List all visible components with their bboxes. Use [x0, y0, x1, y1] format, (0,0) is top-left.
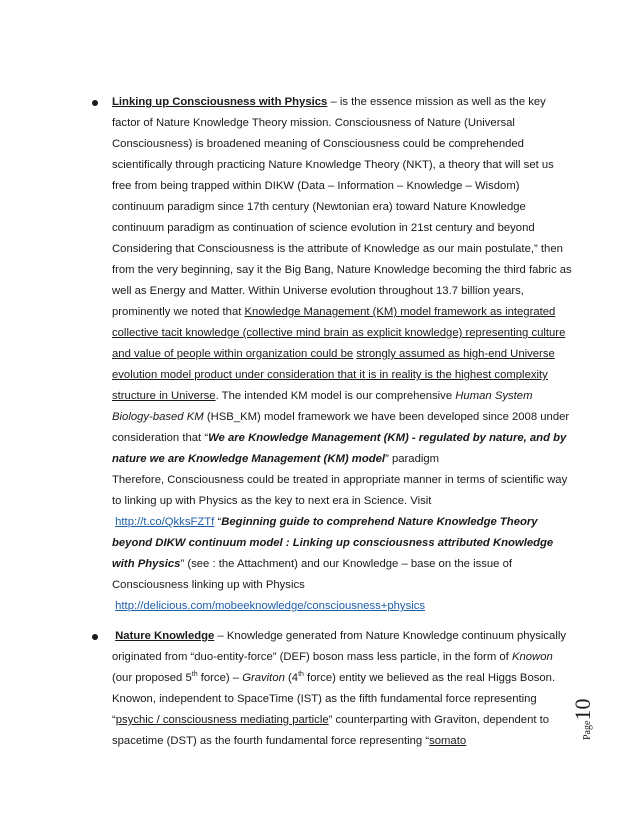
heading-linking-consciousness: Linking up Consciousness with Physics: [112, 96, 328, 108]
paragraph-therefore: Therefore, Consciousness could be treated in appropriate manner in terms of scientific way to linking up with Physics as the key to next era in Science. Visit: [112, 474, 568, 507]
guide-title: Beginning guide to comprehend Nature Knowledge Theory beyond DIKW continuum model : Linking up consciousness attributed Knowledge with Physics: [112, 516, 554, 570]
section-nature-knowledge: Nature Knowledge – Knowledge generated from Nature Knowledge continuum physically originated from “duo-entity-force” (DEF) boson mass less particle, in the form of Knowon (our proposed 5th force) – Graviton (4th force) entity we believed as the real Higgs Boson. Knowon, independent to SpaceTime (IST) as the fifth fundamental force representing “psychic / consciousness mediating particle” counterparting with Graviton, dependent to spacetime (DST) as the fourth fundamental force representing “somato: [112, 630, 566, 747]
page-num: 10: [570, 698, 595, 721]
bullet-2: [92, 634, 98, 640]
page-word: Page: [582, 720, 593, 740]
heading-nature-knowledge: Nature Knowledge: [115, 630, 215, 642]
section-consciousness-physics: Linking up Consciousness with Physics – is the essence mission as well as the key factor of Nature Knowledge Theory mission. Consciousness of Nature (Universal Consciousness) is broadened meaning of Consciousness could be comprehended scientifically through practicing Nature Knowledge Theory (NKT), a theory that will set us free from being trapped within DIKW (Data – Information – Knowledge – Wisdom) continuum paradigm since 17th century (Newtonian era) toward Nature Knowledge continuum paradigm as continuation of science evolution in 21st century and beyond Considering that Consciousness is the attribute of Knowledge as our main postulate,” then from the very beginning, say it the Big Bang, Nature Knowledge becoming the third fabric as well as Energy and Matter. Within Universe evolution throughout 13.7 billion years, prominently we noted that Knowledge Management (KM) model framework as integrated collective tacit knowledge (collective mind brain as explicit knowledge) representing culture and value of people within organization could be strongly assumed as high-end Universe evolution model product under consideration that it is in reality is the highest complexity structure in Universe. The intended KM model is our comprehensive Human System Biology-based KM (HSB_KM) model framework we have been developed since 2008 under consideration that “We are Knowledge Management (KM) - regulated by nature, and by nature we are Knowledge Management (KM) model” paradigm Therefore, Consciousness could be treated in appropriate manner in terms of scientific way to linking up with Physics as the key to next era in Science. Visit http://t.co/QkksFZTf “Beginning guide to comprehend Nature Knowledge Theory beyond DIKW continuum model : Linking up consciousness attributed Knowledge with Physics” (see : the Attachment) and our Knowledge – base on the issue of Consciousness linking up with Physics http://delicious.com/mobeeknowledge/consciousness+physics: [112, 96, 572, 612]
page-number: [570, 698, 638, 740]
bullet-1: [92, 100, 98, 106]
link-qkksfztf[interactable]: http://t.co/QkksFZTf: [115, 516, 215, 528]
link-delicious-consciousness-physics[interactable]: http://delicious.com/mobeeknowledge/consciousness+physics: [115, 600, 426, 612]
